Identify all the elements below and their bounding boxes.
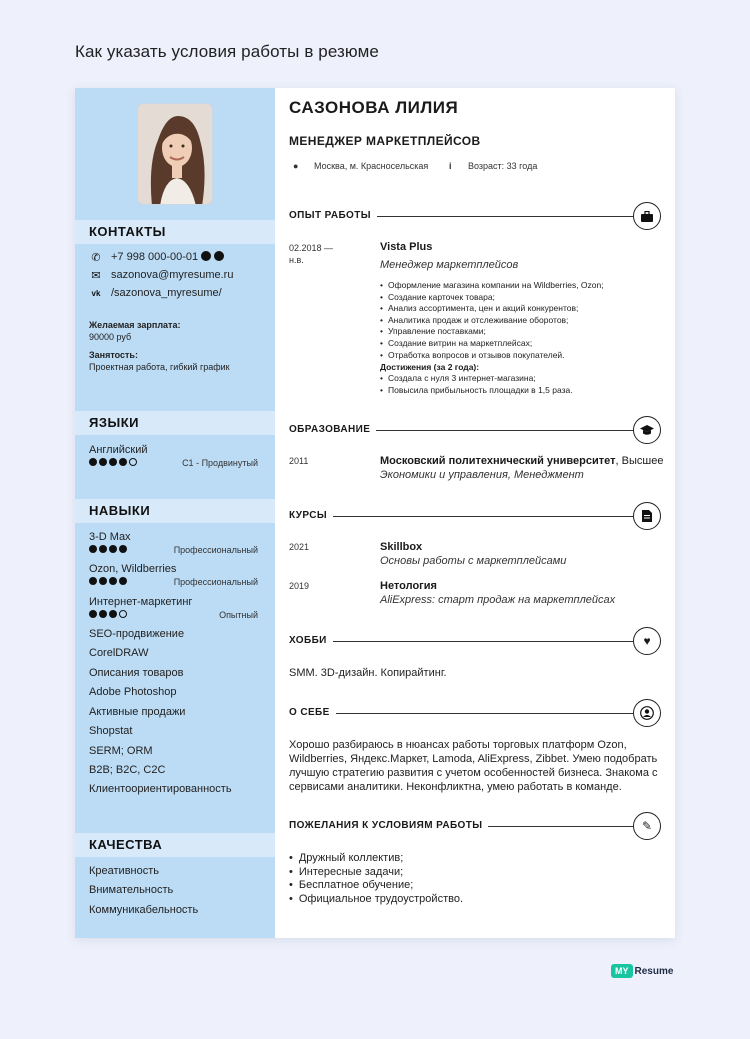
list-item: • Отработка вопросов и отзывов покупателей. <box>380 350 604 362</box>
list-item: • Анализ ассортимента, цен и акций конкурентов; <box>380 303 604 315</box>
faculty: Экономики и управления, Менеджмент <box>380 469 584 481</box>
list-item: • Управление поставками; <box>380 326 604 338</box>
job-role: Менеджер маркетплейсов <box>380 259 519 271</box>
skill-item: Shopstat <box>89 725 133 737</box>
resume-main <box>275 88 675 938</box>
quality-item: Внимательность <box>89 884 174 896</box>
page-title: Как указать условия работы в резюме <box>75 42 379 61</box>
skill-name: Интернет-маркетинг <box>89 596 193 608</box>
list-item: • Дружный коллектив; <box>289 852 463 866</box>
company-name: Vista Plus <box>380 241 433 253</box>
list-item: • Бесплатное обучение; <box>289 879 463 893</box>
section-divider <box>289 641 633 642</box>
skill-item: Клиентоориентированность <box>89 783 232 795</box>
quality-item: Коммуникабельность <box>89 904 199 916</box>
skill-name: 3-D Max <box>89 531 131 543</box>
skill-item: SEO-продвижение <box>89 628 185 640</box>
list-item: • Интересные задачи; <box>289 866 463 880</box>
skill-level: Профессиональный <box>173 577 258 587</box>
skill-rating <box>89 610 129 620</box>
salary-value: 90000 руб <box>89 332 132 342</box>
about-text: Хорошо разбираюсь в нюансах работы торговых платформ Ozon, Wildberries, Яндекс.Маркет, Lamoda, AliExpress, Zibbet. Умею подобрать лучшую стратегию развития с учетом особенностей бизнеса. Знакома с сервисами аналитики. Неконфликтна, умею работать в команде. <box>289 739 658 793</box>
logo-text: Resume <box>634 965 674 977</box>
skill-item: CorelDRAW <box>89 647 149 659</box>
candidate-position: МЕНЕДЖЕР МАРКЕТПЛЕЙСОВ <box>289 134 481 148</box>
skill-item: Adobe Photoshop <box>89 686 177 698</box>
skill-name: Ozon, Wildberries <box>89 563 177 575</box>
telegram-icon <box>214 251 224 261</box>
email-icon: ✉ <box>91 270 101 282</box>
email-link[interactable]: sazonova@myresume.ru <box>111 269 234 281</box>
pencil-icon: ✎ <box>633 812 661 840</box>
about-heading: О СЕБЕ <box>289 707 336 718</box>
language-level: C1 - Продвинутый <box>182 458 258 468</box>
section-divider <box>289 713 633 714</box>
user-icon <box>633 699 661 727</box>
list-item: • Создание карточек товара; <box>380 292 604 304</box>
hobby-heading: ХОББИ <box>289 635 333 646</box>
whatsapp-icon <box>201 251 211 261</box>
briefcase-icon <box>633 202 661 230</box>
list-item: • Создала с нуля 3 интернет-магазина; <box>380 373 573 385</box>
list-item: • Создание витрин на маркетплейсах; <box>380 338 604 350</box>
qualities-heading: КАЧЕСТВА <box>75 833 275 857</box>
heart-icon: ♥ <box>633 627 661 655</box>
achievements-list <box>380 373 573 396</box>
skill-rating <box>89 577 129 587</box>
skills-heading: НАВЫКИ <box>75 499 275 523</box>
skill-item: Описания товаров <box>89 667 184 679</box>
hobby-section-header <box>289 627 661 655</box>
experience-date-start: 02.2018 — <box>289 243 334 253</box>
skill-item: Активные продажи <box>89 706 186 718</box>
list-item: • Официальное трудоустройство. <box>289 893 463 907</box>
education-section-header <box>289 416 661 444</box>
vk-link[interactable]: /sazonova_myresume/ <box>111 287 222 299</box>
achievements-label: Достижения (за 2 года): <box>380 362 480 372</box>
phone-icon: ✆ <box>91 252 101 264</box>
language-rating <box>89 458 139 468</box>
about-section-header <box>289 699 661 727</box>
logo-badge: MY <box>611 964 633 978</box>
age: Возраст: 33 года <box>468 161 538 171</box>
course-org: Нетология <box>380 580 437 592</box>
resume-sidebar <box>75 88 275 938</box>
skill-item: B2B; B2C, C2C <box>89 764 166 776</box>
courses-section-header <box>289 502 661 530</box>
profile-photo <box>137 103 213 205</box>
quality-item: Креативность <box>89 865 160 877</box>
phone-number[interactable]: +7 998 000-00-01 <box>111 251 224 263</box>
info-icon: i <box>449 161 452 171</box>
course-year: 2021 <box>289 542 310 552</box>
myresume-logo[interactable] <box>611 962 673 980</box>
course-name: AliExpress: старт продаж на маркетплейсах <box>380 594 616 606</box>
wishes-list <box>289 852 463 906</box>
document-icon <box>633 502 661 530</box>
experience-section-header <box>289 202 661 230</box>
employment-label: Занятость: <box>89 350 138 360</box>
course-name: Основы работы с маркетплейсами <box>380 555 567 567</box>
education-year: 2011 <box>289 456 309 466</box>
wishes-section-header <box>289 812 661 840</box>
skill-level: Опытный <box>219 610 258 620</box>
experience-heading: ОПЫТ РАБОТЫ <box>289 210 377 221</box>
course-year: 2019 <box>289 581 310 591</box>
languages-heading: ЯЗЫКИ <box>75 411 275 435</box>
vk-icon: vk <box>91 289 101 298</box>
list-item: • Повысила прибыльность площадки в 1,5 раза. <box>380 385 573 397</box>
experience-date-end: н.в. <box>289 255 304 265</box>
resume-document <box>75 88 675 938</box>
employment-value: Проектная работа, гибкий график <box>89 362 230 372</box>
education-heading: ОБРАЗОВАНИЕ <box>289 424 376 435</box>
candidate-name: САЗОНОВА ЛИЛИЯ <box>289 98 459 117</box>
hobby-text: SMM. 3D-дизайн. Копирайтинг. <box>289 667 447 679</box>
wishes-heading: ПОЖЕЛАНИЯ К УСЛОВИЯМ РАБОТЫ <box>289 820 488 831</box>
skill-item: SERM; ORM <box>89 745 153 757</box>
school-line: Московский политехнический университет, Высшее <box>380 455 664 467</box>
duties-list <box>380 280 604 361</box>
list-item: • Оформление магазина компании на Wildberries, Ozon; <box>380 280 604 292</box>
courses-heading: КУРСЫ <box>289 510 333 521</box>
course-org: Skillbox <box>380 541 423 553</box>
contacts-heading: КОНТАКТЫ <box>75 220 275 244</box>
salary-label: Желаемая зарплата: <box>89 320 181 330</box>
section-divider <box>289 516 633 517</box>
skill-rating <box>89 545 129 555</box>
graduation-cap-icon <box>633 416 661 444</box>
list-item: • Аналитика продаж и отслеживание оборотов; <box>380 315 604 327</box>
location: Москва, м. Красносельская <box>314 161 429 171</box>
location-pin-icon: ● <box>293 161 299 171</box>
skill-level: Профессиональный <box>173 545 258 555</box>
language-name: Английский <box>89 444 148 456</box>
